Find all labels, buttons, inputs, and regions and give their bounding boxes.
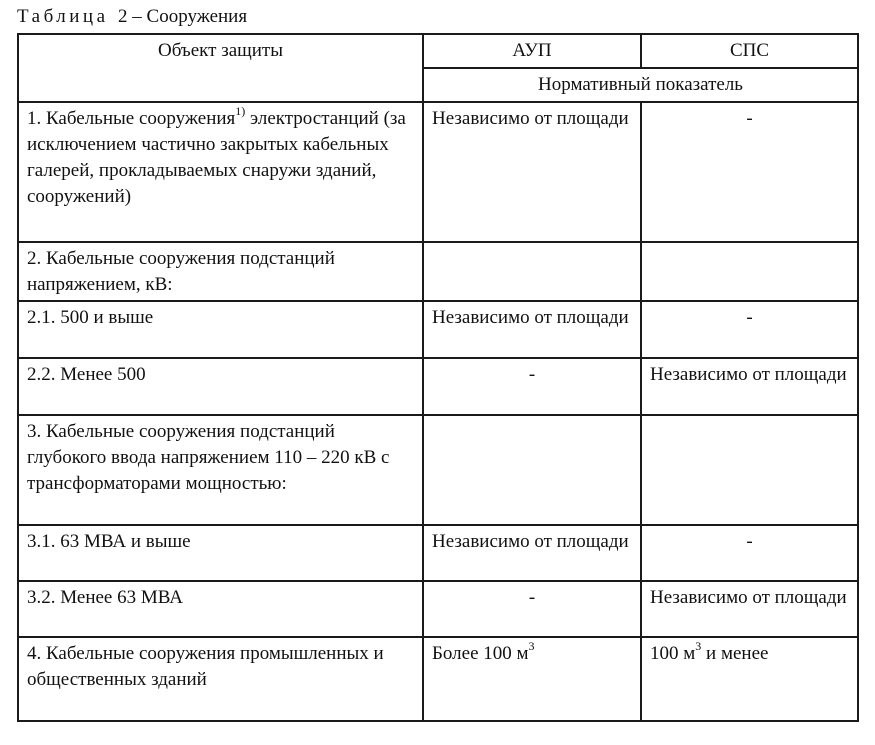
aup-cell: - [423, 581, 641, 637]
object-cell: 3.1. 63 МВА и выше [18, 525, 423, 581]
aup-cell: Независимо от площади [423, 525, 641, 581]
caption-number: 2 [118, 6, 128, 27]
aup-cell [423, 242, 641, 301]
object-cell: 2.2. Менее 500 [18, 358, 423, 415]
header-normative: Нормативный показатель [423, 68, 858, 102]
table-row [18, 102, 858, 242]
aup-cell: Независимо от площади [423, 301, 641, 358]
sps-cell: - [641, 102, 858, 242]
caption-dash: – [132, 6, 142, 27]
aup-cell [423, 415, 641, 525]
object-cell: 1. Кабельные сооружения$^{1)}$ электростанций (за исключением частично закрытых кабельных галерей, прокладываемых снаружи зданий, сооружений) [18, 102, 423, 242]
table-row [18, 581, 858, 637]
object-cell: 2. Кабельные сооружения подстанций напряжением, кВ: [18, 242, 423, 301]
caption-label: Таблица [17, 6, 109, 27]
table-row [18, 637, 858, 721]
object-cell: 3.2. Менее 63 МВА [18, 581, 423, 637]
table-row [18, 242, 858, 301]
sps-cell: - [641, 301, 858, 358]
sps-cell: Независимо от площади [641, 358, 858, 415]
sps-cell [641, 415, 858, 525]
sps-cell: Независимо от площади [641, 581, 858, 637]
header-row [18, 34, 858, 68]
aup-cell: - [423, 358, 641, 415]
caption-title: Сооружения [146, 6, 248, 27]
header-aup: АУП [423, 34, 641, 68]
object-cell: 4. Кабельные сооружения промышленных и общественных зданий [18, 637, 423, 721]
sps-cell: 100 $м^3$ и менее [641, 637, 858, 721]
header-sps: СПС [641, 34, 858, 68]
table-row [18, 301, 858, 358]
header-object: Объект защиты [18, 34, 423, 102]
footnote-mark: 1) [235, 104, 246, 118]
table-caption [17, 6, 247, 28]
table-row [18, 525, 858, 581]
table-row [18, 415, 858, 525]
object-cell: 2.1. 500 и выше [18, 301, 423, 358]
sps-cell [641, 242, 858, 301]
requirements-table [17, 33, 859, 722]
aup-cell: Независимо от площади [423, 102, 641, 242]
table-row [18, 358, 858, 415]
sps-cell: - [641, 525, 858, 581]
aup-cell: Более 100 $м^3$ [423, 637, 641, 721]
object-cell: 3. Кабельные сооружения подстанций глубокого ввода напряжением 110 – 220 кВ с трансформаторами мощностью: [18, 415, 423, 525]
